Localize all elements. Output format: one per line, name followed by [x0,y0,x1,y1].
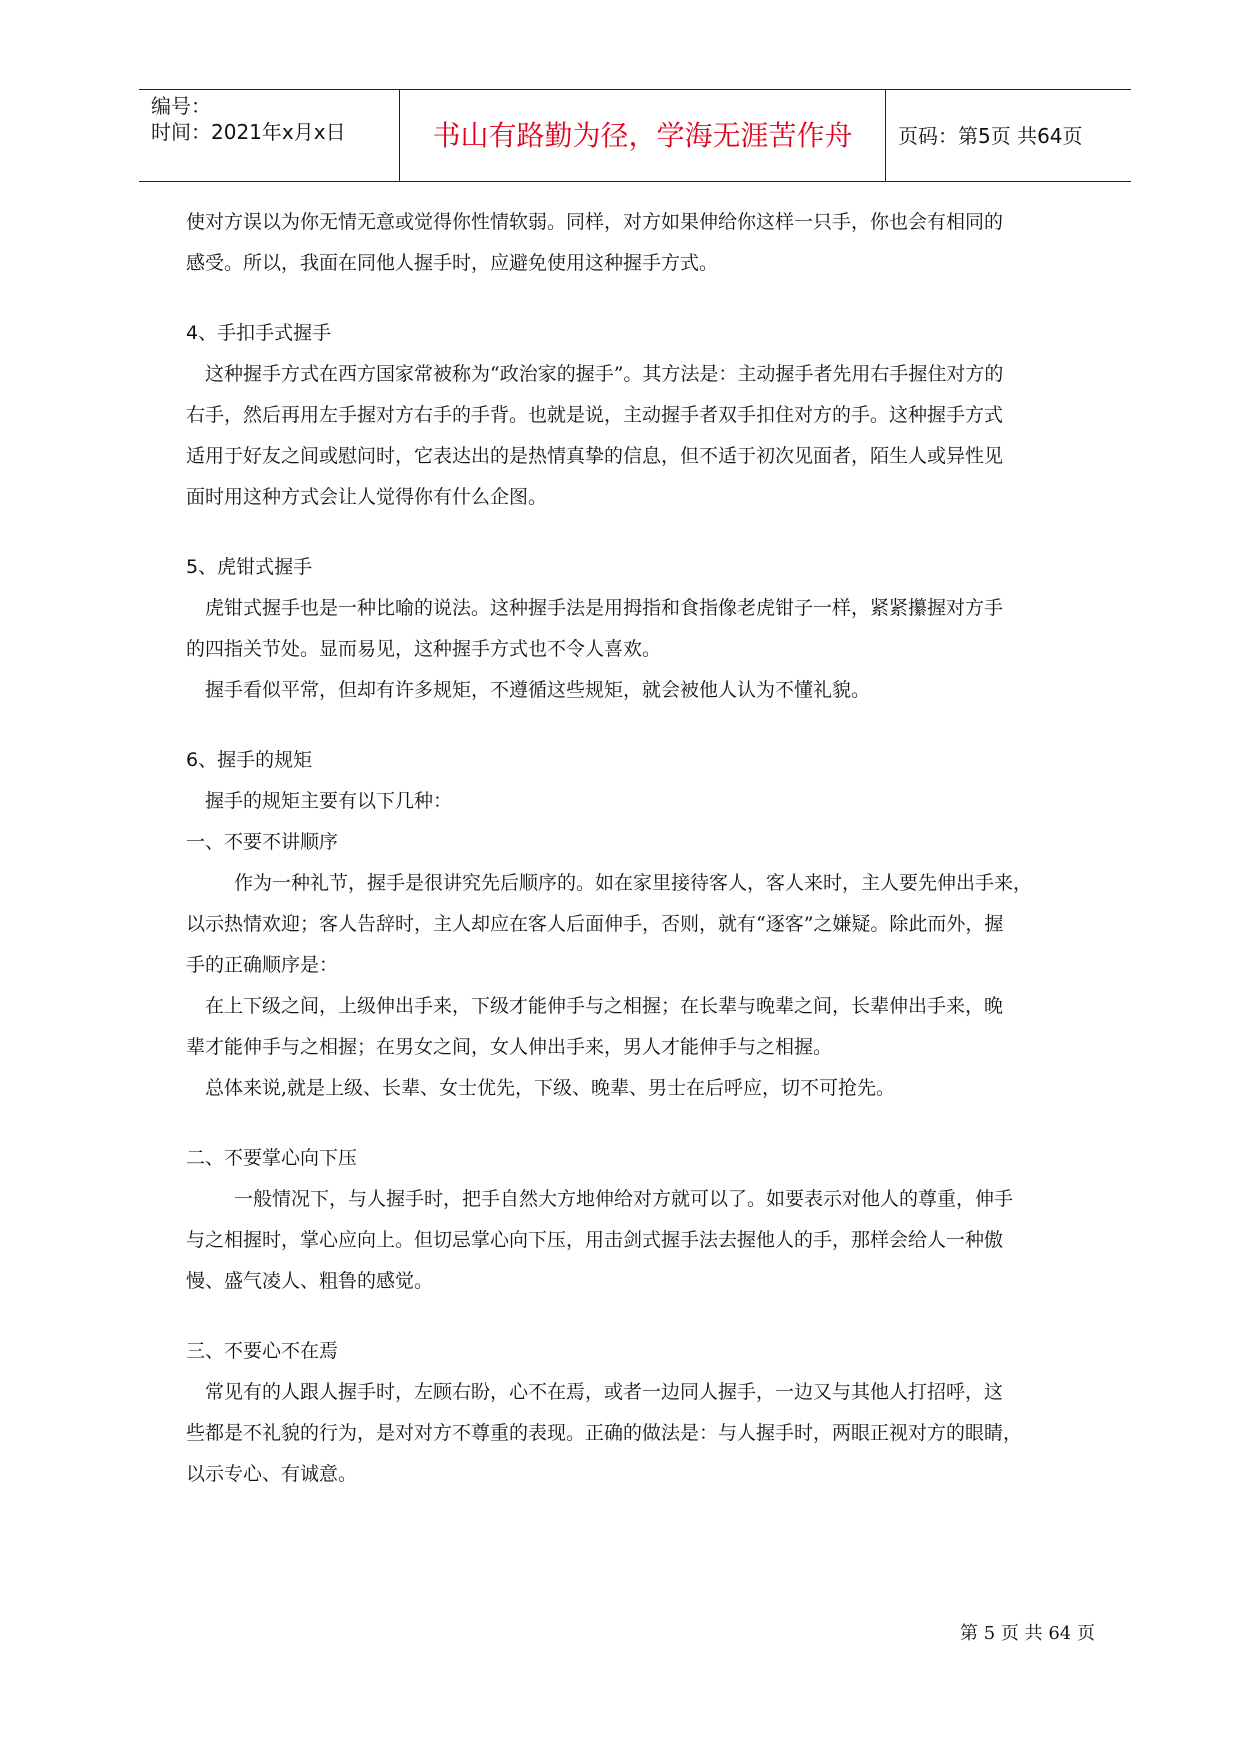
paragraph-line: 辈才能伸手与之相握；在男女之间，女人伸出手来，男人才能伸手与之相握。 [186,1036,833,1058]
paragraph-line: 以示热情欢迎；客人告辞时，主人却应在客人后面伸手，否则，就有“逐客”之嫌疑。除此而外，握 [186,913,1004,935]
paragraph-line: 的四指关节处。显而易见，这种握手方式也不令人喜欢。 [186,638,662,660]
paragraph-line: 握手看似平常，但却有许多规矩，不遵循这些规矩，就会被他人认为不懂礼貌。 [205,679,871,701]
paragraph-line: 常见有的人跟人握手时，左顾右盼，心不在焉，或者一边同人握手，一边又与其他人打招呼，这 [205,1381,1004,1403]
section-heading-6: 6、握手的规矩 [186,749,313,771]
paragraph-line: 以示专心、有诚意。 [186,1463,358,1485]
rule-heading-3: 三、不要心不在焉 [186,1340,339,1362]
header-divider-right [885,89,886,181]
time-label: 时间：2021年x月x日 [151,120,346,144]
paragraph-line: 在上下级之间，上级伸出手来，下级才能伸手与之相握；在长辈与晚辈之间，长辈伸出手来，晚 [205,995,1004,1017]
paragraph-line: 总体来说,就是上级、长辈、女士优先，下级、晚辈、男士在后呼应，切不可抢先。 [205,1077,896,1099]
paragraph-line: 使对方误以为你无情无意或觉得你性情软弱。同样，对方如果伸给你这样一只手，你也会有相同的 [186,211,1004,233]
paragraph-line: 虎钳式握手也是一种比喻的说法。这种握手法是用拇指和食指像老虎钳子一样，紧紧攥握对方手 [205,597,1004,619]
paragraph-line: 面时用这种方式会让人觉得你有什么企图。 [186,486,548,508]
paragraph-line: 作为一种礼节，握手是很讲究先后顺序的。如在家里接待客人，客人来时，主人要先伸出手来， [234,872,1033,894]
paragraph-line: 握手的规矩主要有以下几种： [205,790,453,812]
section-heading-5: 5、虎钳式握手 [186,556,313,578]
header-bottom-rule [139,181,1131,182]
document-body [186,202,1120,1495]
paragraph-line: 慢、盛气凌人、粗鲁的感觉。 [186,1270,434,1292]
header-top-rule [139,89,1131,90]
page-footer: 第 5 页 共 64 页 [960,1623,1095,1644]
section-heading-4: 4、手扣手式握手 [186,322,332,344]
rule-heading-2: 二、不要掌心向下压 [186,1147,358,1169]
paragraph-line: 这种握手方式在西方国家常被称为“政治家的握手”。其方法是：主动握手者先用右手握住对方的 [205,363,1004,385]
paragraph-line: 一般情况下，与人握手时，把手自然大方地伸给对方就可以了。如要表示对他人的尊重，伸手 [234,1188,1014,1210]
paragraph-line: 右手，然后再用左手握对方右手的手背。也就是说，主动握手者双手扣住对方的手。这种握手方式 [186,404,1004,426]
header-page-code: 页码：第5页 共64页 [898,124,1083,148]
paragraph-line: 与之相握时，掌心应向上。但切忌掌心向下压，用击剑式握手法去握他人的手，那样会给人一种傲 [186,1229,1004,1251]
serial-label: 编号： [151,94,211,118]
paragraph-line: 感受。所以，我面在同他人握手时，应避免使用这种握手方式。 [186,252,719,274]
paragraph-line: 些都是不礼貌的行为，是对对方不尊重的表现。正确的做法是：与人握手时，两眼正视对方的眼睛， [186,1422,1023,1444]
paragraph-line: 适用于好友之间或慰问时，它表达出的是热情真挚的信息，但不适于初次见面者，陌生人或异性见 [186,445,1004,467]
paragraph-line: 手的正确顺序是： [186,954,339,976]
rule-heading-1: 一、不要不讲顺序 [186,831,339,853]
header-motto: 书山有路勤为径，学海无涯苦作舟 [432,119,853,152]
